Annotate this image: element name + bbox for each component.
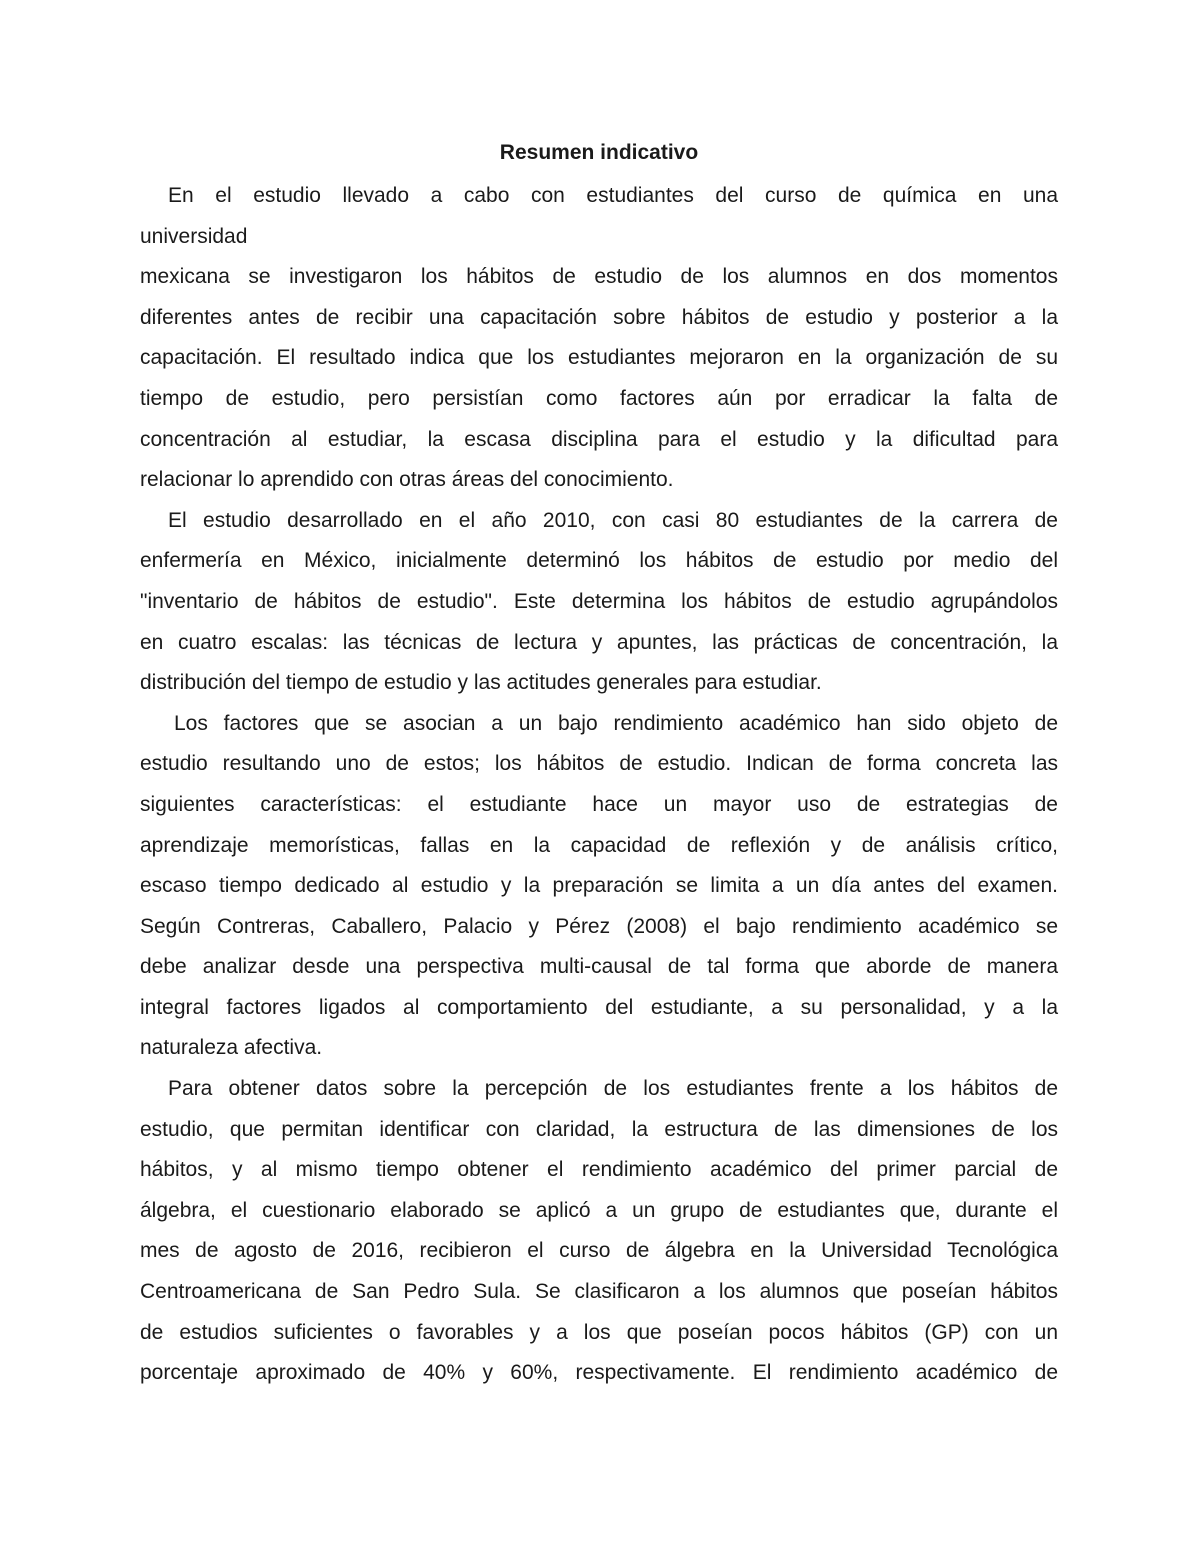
paragraph-line: mexicana se investigaron los hábitos de estudio de los alumnos en dos momentos bbox=[140, 265, 1058, 289]
paragraph-line: capacitación. El resultado indica que los estudiantes mejoraron en la organización de su bbox=[140, 346, 1058, 370]
paragraph-line: en cuatro escalas: las técnicas de lectura y apuntes, las prácticas de concentración, la bbox=[140, 630, 1058, 654]
paragraph-line: estudio, que permitan identificar con claridad, la estructura de las dimensiones de los bbox=[140, 1117, 1058, 1141]
paragraph-line: estudio resultando uno de estos; los hábitos de estudio. Indican de forma concreta las bbox=[140, 752, 1058, 776]
paragraph-line: porcentaje aproximado de 40% y 60%, respectivamente. El rendimiento académico de bbox=[140, 1361, 1058, 1385]
paragraph-line: Los factores que se asocian a un bajo rendimiento académico han sido objeto de bbox=[174, 711, 1058, 735]
paragraph-line: relacionar lo aprendido con otras áreas del conocimiento. bbox=[140, 468, 674, 492]
paragraph-line: tiempo de estudio, pero persistían como factores aún por erradicar la falta de bbox=[140, 386, 1058, 410]
paragraph-line: de estudios suficientes o favorables y a los que poseían pocos hábitos (GP) con un bbox=[140, 1320, 1058, 1344]
paragraph-line: siguientes características: el estudiante hace un mayor uso de estrategias de bbox=[140, 792, 1058, 816]
paragraph-line: hábitos, y al mismo tiempo obtener el rendimiento académico del primer parcial de bbox=[140, 1158, 1058, 1182]
paragraph-4 bbox=[140, 1069, 1058, 1394]
paragraph-line: En el estudio llevado a cabo con estudiantes del curso de química en una bbox=[168, 184, 1058, 207]
paragraph-line: naturaleza afectiva. bbox=[140, 1036, 323, 1060]
paragraph-line: aprendizaje memorísticas, fallas en la capacidad de reflexión y de análisis crítico, bbox=[140, 833, 1058, 857]
paragraph-line: debe analizar desde una perspectiva multi-causal de tal forma que aborde de manera bbox=[140, 955, 1058, 979]
paragraph-line: enfermería en México, inicialmente determinó los hábitos de estudio por medio del bbox=[140, 549, 1058, 573]
paragraph-line: concentración al estudiar, la escasa disciplina para el estudio y la dificultad para bbox=[140, 427, 1058, 451]
paragraph-line: El estudio desarrollado en el año 2010, con casi 80 estudiantes de la carrera de bbox=[168, 508, 1058, 532]
paragraph-1 bbox=[140, 176, 1058, 501]
paragraph-line: "inventario de hábitos de estudio". Este determina los hábitos de estudio agrupándolos bbox=[140, 589, 1058, 613]
paragraph-line: Centroamericana de San Pedro Sula. Se clasificaron a los alumnos que poseían hábitos bbox=[140, 1280, 1058, 1304]
paragraph-2 bbox=[140, 501, 1058, 704]
paragraph-line: escaso tiempo dedicado al estudio y la preparación se limita a un día antes del examen. bbox=[140, 874, 1058, 898]
paragraph-3 bbox=[140, 704, 1058, 1069]
document-page bbox=[140, 138, 1058, 1394]
paragraph-line: diferentes antes de recibir una capacitación sobre hábitos de estudio y posterior a la bbox=[140, 305, 1058, 329]
paragraph-line: integral factores ligados al comportamiento del estudiante, a su personalidad, y a la bbox=[140, 995, 1058, 1019]
paragraph-line: Para obtener datos sobre la percepción de los estudiantes frente a los hábitos de bbox=[168, 1077, 1058, 1101]
paragraph-line: Según Contreras, Caballero, Palacio y Pérez (2008) el bajo rendimiento académico se bbox=[140, 914, 1058, 938]
paragraph-line: álgebra, el cuestionario elaborado se aplicó a un grupo de estudiantes que, durante el bbox=[140, 1198, 1058, 1222]
paragraph-line: distribución del tiempo de estudio y las actitudes generales para estudiar. bbox=[140, 671, 822, 695]
paragraph-line: universidad bbox=[140, 224, 248, 248]
document-title: Resumen indicativo bbox=[499, 141, 699, 164]
paragraph-line: mes de agosto de 2016, recibieron el curso de álgebra en la Universidad Tecnológica bbox=[140, 1239, 1058, 1263]
